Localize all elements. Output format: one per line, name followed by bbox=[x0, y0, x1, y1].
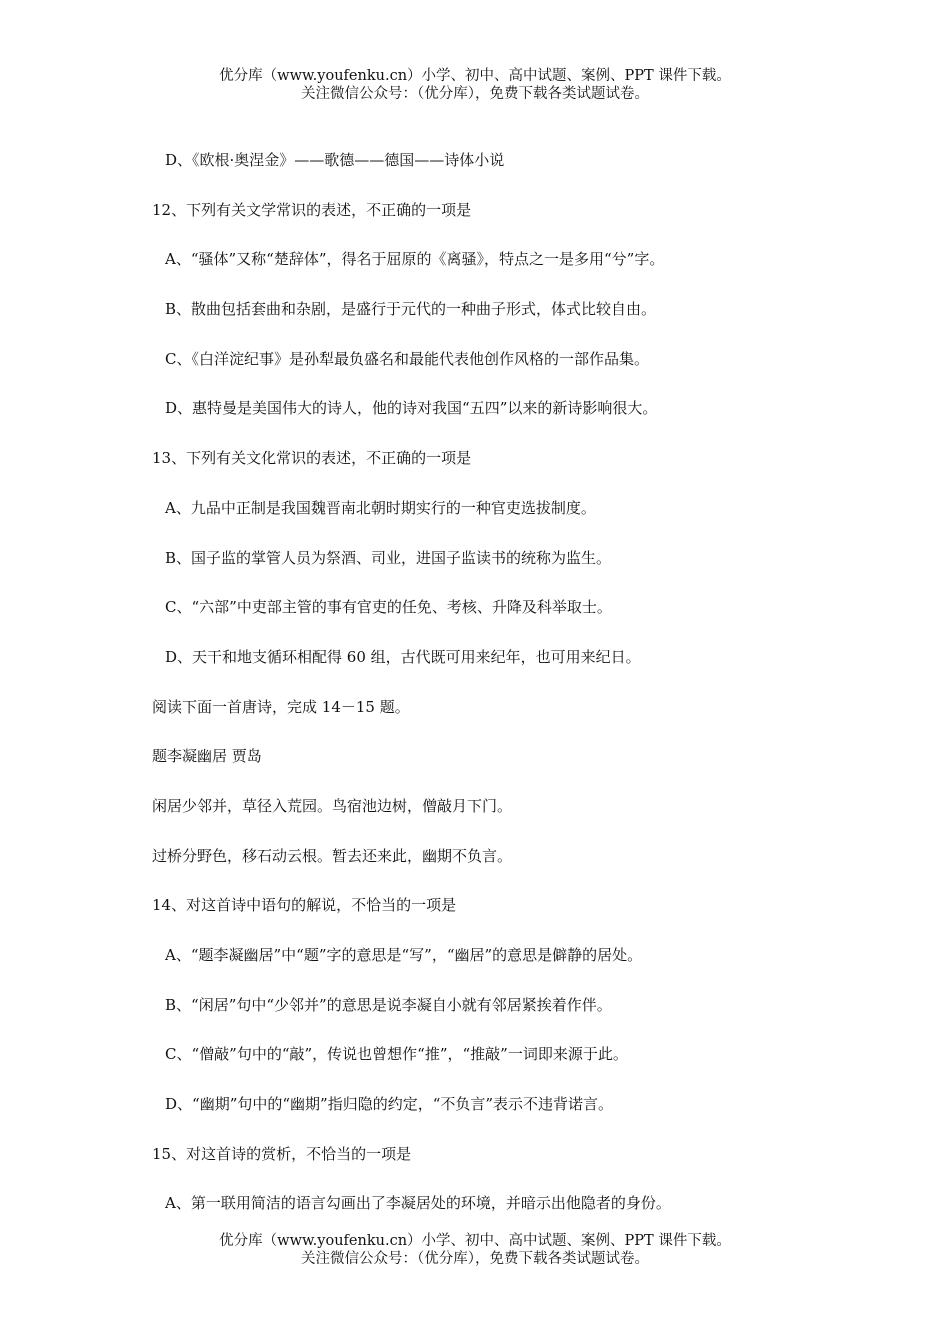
footer-wechat-line: 关注微信公众号：（优分库），免费下载各类试题试卷。 bbox=[301, 1251, 649, 1267]
option-a-q15: A、第一联用简洁的语言勾画出了李凝居处的环境，并暗示出他隐者的身份。 bbox=[165, 1194, 671, 1213]
option-a-q12: A、“骚体”又称“楚辞体”，得名于屈原的《离骚》，特点之一是多用“兮”字。 bbox=[165, 250, 665, 269]
option-c-q13: C、“六部”中吏部主管的事有官吏的任免、考核、升降及科举取士。 bbox=[165, 598, 612, 617]
header-promo-line: 优分库（www.youfenku.cn）小学、初中、高中试题、案例、PPT 课件下载。 bbox=[219, 68, 731, 84]
option-a-q14: A、“题李凝幽居”中“题”字的意思是“写”，“幽居”的意思是僻静的居处。 bbox=[165, 946, 643, 964]
option-d-q13: D、天干和地支循环相配得 60 组，古代既可用来纪年，也可用来纪日。 bbox=[165, 647, 641, 666]
option-b-q13: B、国子监的掌管人员为祭酒、司业，进国子监读书的统称为监生。 bbox=[165, 548, 612, 567]
option-b-q14: B、“闲居”句中“少邻并”的意思是说李凝自小就有邻居紧挨着作伴。 bbox=[165, 995, 612, 1014]
question-13: 13、下列有关文化常识的表述，不正确的一项是 bbox=[152, 449, 472, 468]
option-d-q14: D、“幽期”句中的“幽期”指归隐的约定，“不负言”表示不违背诺言。 bbox=[165, 1095, 614, 1114]
document-body bbox=[152, 146, 832, 1239]
option-c-q12: C、《白洋淀纪事》是孙犁最负盛名和最能代表他创作风格的一部作品集。 bbox=[165, 349, 649, 368]
page-footer bbox=[0, 1232, 950, 1268]
poem-line-1: 闲居少邻并，草径入荒园。鸟宿池边树，僧敲月下门。 bbox=[152, 796, 513, 815]
footer-promo-line: 优分库（www.youfenku.cn）小学、初中、高中试题、案例、PPT 课件下载。 bbox=[219, 1233, 731, 1249]
option-d-q12: D、惠特曼是美国伟大的诗人，他的诗对我国“五四”以来的新诗影响很大。 bbox=[165, 399, 658, 418]
page-header bbox=[0, 67, 950, 103]
option-c-q14: C、“僧敲”句中的“敲”，传说也曾想作“推”，“推敲”一词即来源于此。 bbox=[165, 1045, 628, 1064]
poem-title: 题李凝幽居 贾岛 bbox=[152, 747, 262, 766]
option-b-q12: B、散曲包括套曲和杂剧，是盛行于元代的一种曲子形式，体式比较自由。 bbox=[165, 300, 657, 319]
poem-line-2: 过桥分野色，移石动云根。暂去还来此，幽期不负言。 bbox=[152, 846, 513, 865]
option-a-q13: A、九品中正制是我国魏晋南北朝时期实行的一种官吏选拔制度。 bbox=[165, 498, 596, 517]
question-15: 15、对这首诗的赏析，不恰当的一项是 bbox=[152, 1144, 412, 1163]
question-12: 12、下列有关文学常识的表述，不正确的一项是 bbox=[152, 200, 472, 219]
option-d-q11: D、《欧根·奥涅金》——歌德——德国——诗体小说 bbox=[165, 151, 505, 169]
header-wechat-line: 关注微信公众号：（优分库），免费下载各类试题试卷。 bbox=[301, 86, 649, 102]
question-14: 14、对这首诗中语句的解说，不恰当的一项是 bbox=[152, 896, 457, 915]
reading-instruction: 阅读下面一首唐诗，完成 14－15 题。 bbox=[152, 697, 410, 716]
